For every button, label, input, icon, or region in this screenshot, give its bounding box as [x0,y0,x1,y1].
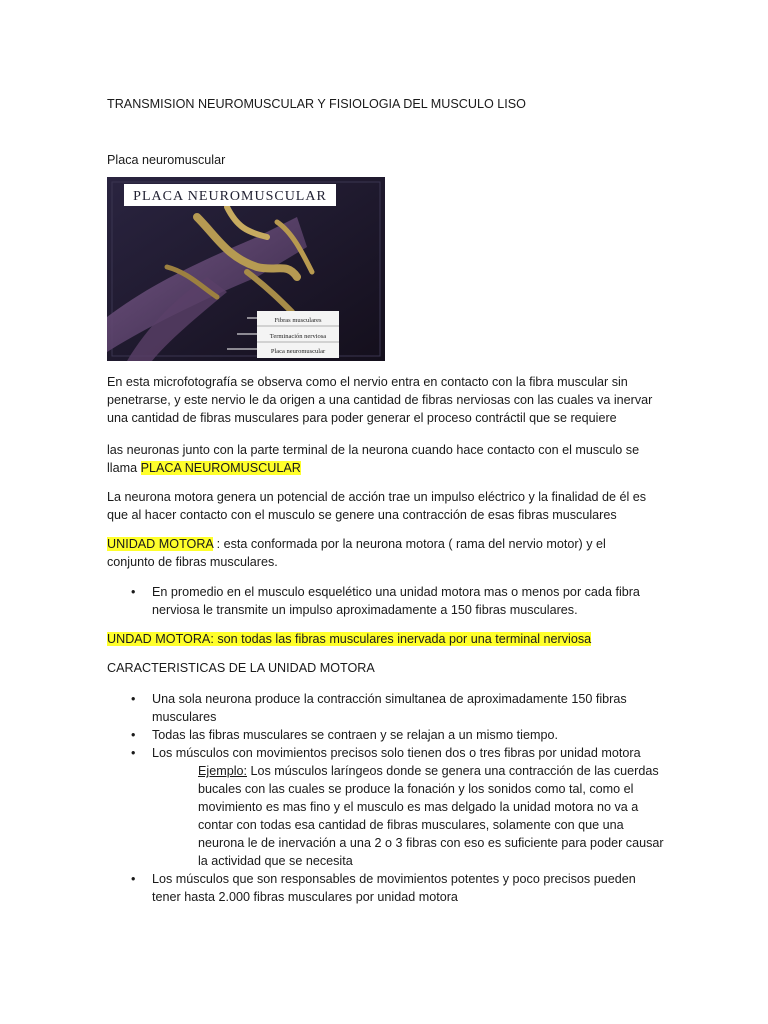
text-line: la actividad que se necesita [198,854,353,868]
text-line [198,762,667,780]
text-fragment: : esta conformada por la neurona motora ( rama del nervio motor) y el [213,537,606,551]
text-fragment: llama [107,461,141,475]
list-item [107,744,667,762]
bullet-list-average [107,583,667,619]
text-line: las neuronas junto con la parte terminal de la neurona cuando hace contacto con el musculo se [107,443,640,457]
text-fragment: Los músculos laríngeos donde se genera una contracción de las cuerdas [247,764,659,778]
text-line: conjunto de fibras musculares. [107,555,278,569]
highlighted-term: PLACA NEUROMUSCULAR [140,461,301,475]
text-line: tener hasta 2.000 fibras musculares por unidad motora [152,890,458,904]
document-title: TRANSMISION NEUROMUSCULAR Y FISIOLOGIA DEL MUSCULO LISO [107,97,526,111]
paragraph-micrograph [107,373,667,427]
text-line: penetrarse, y este nervio le da origen a una cantidad de fibras nerviosas con las cuales va inervar [107,393,653,407]
text-line: Los músculos con movimientos precisos solo tienen dos o tres fibras por unidad motora [152,746,641,760]
legend-neuromuscular-plate: Placa neuromuscular [270,348,326,355]
text-line: En promedio en el musculo esquelético una unidad motora mas o menos por cada fibra [152,585,640,599]
bullet-icon: • [131,728,136,742]
text-line: nerviosa le transmite un impulso aproximadamente a 150 fibras musculares. [152,603,578,617]
text-line: La neurona motora genera un potencial de acción trae un impulso eléctrico y la finalidad de él es [107,490,647,504]
list-item [107,690,667,726]
text-line: Una sola neurona produce la contracción simultanea de aproximadamente 150 fibras [152,692,627,706]
list-item [107,726,667,744]
example-block [107,762,667,870]
bullet-icon: • [131,872,136,886]
text-line: musculares [152,710,217,724]
text-line [107,535,667,553]
text-line: Los músculos que son responsables de movimientos potentes y poco precisos pueden [152,872,636,886]
highlighted-definition: UNDAD MOTORA: son todas las fibras musculares inervada por una terminal nerviosa [107,632,592,646]
text-line: Todas las fibras musculares se contraen y se relajan a un mismo tiempo. [152,728,558,742]
text-line: En esta microfotografía se observa como el nervio entra en contacto con la fibra muscular sin [107,375,628,389]
section-subtitle: Placa neuromuscular [107,153,226,167]
text-line [107,459,667,477]
paragraph-motor-unit [107,535,667,571]
bullet-list-characteristics [107,690,667,906]
list-item [107,583,667,619]
example-label: Ejemplo: [198,764,247,778]
text-line: una cantidad de fibras musculares para poder generar el proceso contráctil que se requiere [107,411,617,425]
paragraph-motor-unit-definition [107,630,667,648]
text-line: contar con todas esa cantidad de fibras musculares, solamente con que una [198,818,624,832]
bullet-icon: • [131,746,136,760]
text-line: movimiento es mas fino y el musculo es mas delgado la unidad motora no va a [198,800,639,814]
micrograph-image [107,177,385,361]
list-item [107,870,667,906]
neuromuscular-plate-figure [107,177,385,361]
highlighted-term: UNIDAD MOTORA [107,537,214,551]
bullet-icon: • [131,585,136,599]
figure-heading: PLACA NEUROMUSCULAR [133,189,327,204]
legend-muscle-fibers: Fibras musculares [274,317,322,324]
text-line: que al hacer contacto con el musculo se genere una contracción de esas fibras musculares [107,508,617,522]
section-heading: CARACTERISTICAS DE LA UNIDAD MOTORA [107,661,375,675]
bullet-icon: • [131,692,136,706]
paragraph-motor-neuron [107,488,667,524]
text-line: bucales con las cuales se produce la fonación y los sonidos como tal, como el [198,782,634,796]
legend-nerve-terminal: Terminación nerviosa [269,333,327,340]
text-line: neurona le de inervación a una 2 o 3 fibras con eso es suficiente para poder causar [198,836,664,850]
paragraph-plate-definition [107,441,667,477]
